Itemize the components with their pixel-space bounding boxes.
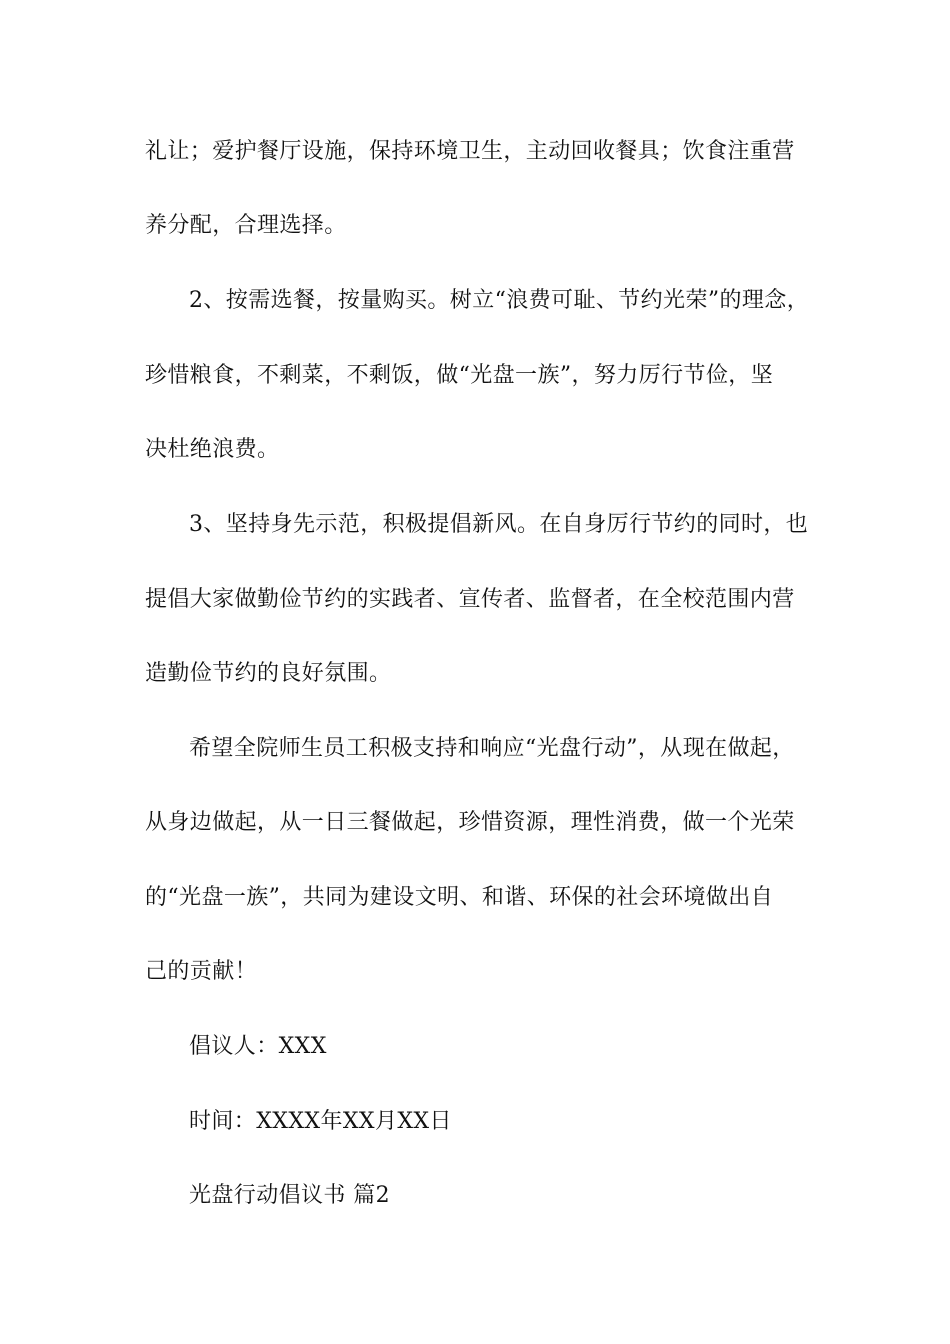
paragraph-line: 从身边做起，从一日三餐做起，珍惜资源，理性消费，做一个光荣 bbox=[145, 810, 795, 835]
paragraph-line: 礼让；爱护餐厅设施，保持环境卫生，主动回收餐具；饮食注重营 bbox=[145, 139, 795, 164]
date-line: 时间：XXXX年XX月XX日 bbox=[189, 1109, 452, 1134]
paragraph-line: 希望全院师生员工积极支持和响应“光盘行动”，从现在做起， bbox=[189, 736, 795, 761]
paragraph-line: 造勤俭节约的良好氛围。 bbox=[145, 661, 392, 686]
paragraph-line: 决杜绝浪费。 bbox=[145, 437, 280, 462]
paragraph-line: 珍惜粮食，不剩菜，不剩饭，做“光盘一族”，努力厉行节俭，坚 bbox=[145, 363, 774, 388]
paragraph-line: 提倡大家做勤俭节约的实践者、宣传者、监督者，在全校范围内营 bbox=[145, 587, 795, 612]
section-heading: 光盘行动倡议书 篇2 bbox=[189, 1183, 390, 1208]
paragraph-line: 己的贡献！ bbox=[145, 959, 258, 984]
paragraph-line: 2、按需选餐，按量购买。树立“浪费可耻、节约光荣”的理念， bbox=[189, 288, 810, 313]
paragraph-line: 养分配，合理选择。 bbox=[145, 213, 347, 238]
paragraph-line: 的“光盘一族”，共同为建设文明、和谐、环保的社会环境做出自 bbox=[145, 885, 774, 910]
paragraph-line: 3、坚持身先示范，积极提倡新风。在自身厉行节约的同时，也 bbox=[189, 512, 809, 537]
proposer-line: 倡议人：XXX bbox=[189, 1034, 327, 1059]
